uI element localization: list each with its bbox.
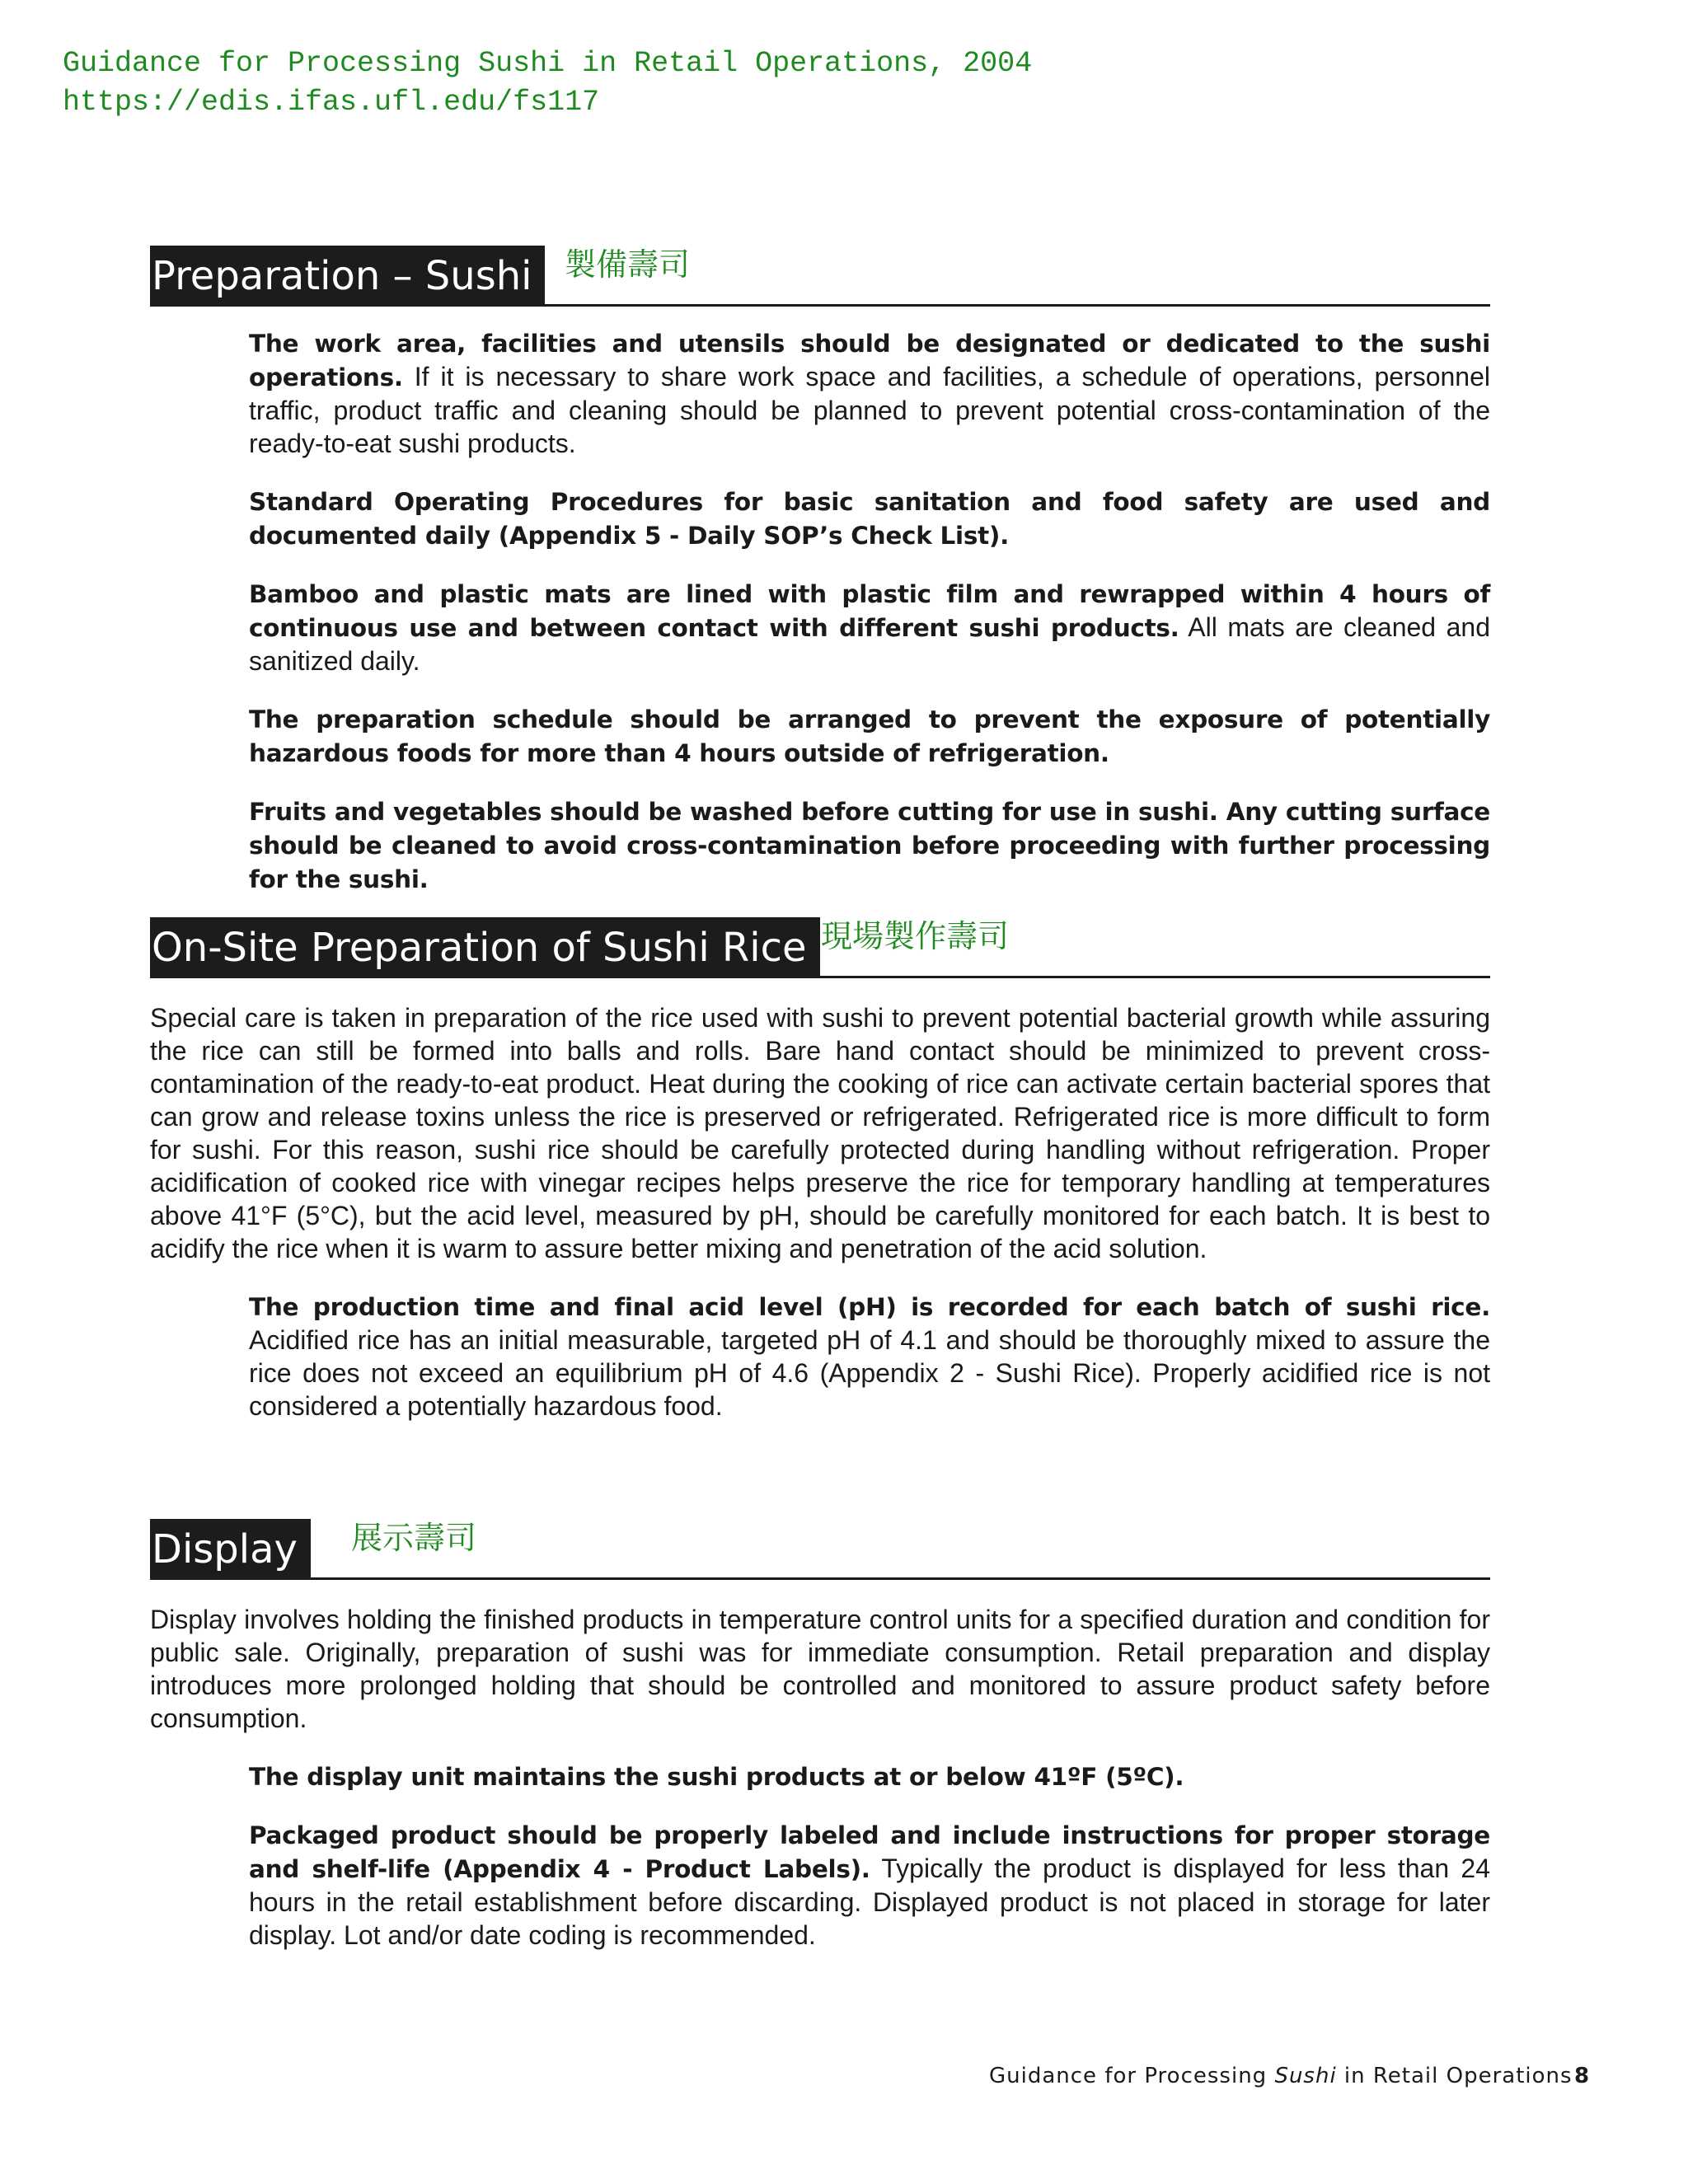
section-body <box>249 1290 1490 1422</box>
paragraph: Packaged product should be properly labeled and include instructions for proper storage and shelf-life (Appendix 4 - Product Labels). Typically the product is displayed for less than 24 hours in the retail establishment before discarding. Displayed product is not placed in storage for later display. Lot and/or date coding is recommended. <box>249 1821 1490 1950</box>
section-title: On-Site Preparation of Sushi Rice <box>150 917 820 978</box>
paragraph: The display unit maintains the sushi products at or below 41ºF (5ºC). <box>249 1763 1184 1791</box>
section-sushi-rice <box>150 917 1490 1422</box>
paragraph: The work area, facilities and utensils should be designated or dedicated to the sushi operations. If it is necessary to share work space and facilities, a schedule of operations, personnel traffic, product traffic and cleaning should be planned to prevent potential cross-contamination of the ready-to-eat sushi products. <box>249 330 1490 458</box>
paragraph: Standard Operating Procedures for basic sanitation and food safety are used and documented daily (Appendix 5 - Daily SOP’s Check List). <box>249 488 1490 550</box>
section-title: Preparation – Sushi <box>150 246 545 307</box>
section-body <box>249 1760 1490 1952</box>
source-url[interactable]: https://edis.ifas.ufl.edu/fs117 <box>63 86 600 119</box>
section-title-chinese: 展示壽司 <box>351 1520 477 1556</box>
section-body <box>249 326 1490 896</box>
intro-paragraph: Special care is taken in preparation of the rice used with sushi to prevent potential bacterial growth while assuring the rice can still be formed into balls and rolls. Bare hand contact should be minimized to prevent cross-contamination of the ready-to-eat product. Heat during the cooking of rice can activate certain bacterial spores that can grow and release toxins unless the rice is preserved or refrigerated. Refrigerated rice is more difficult to form for sushi. For this reason, sushi rice should be carefully protected during handling without refrigeration. Proper acidification of cooked rice with vinegar recipes helps preserve the rice for temporary handling at temperatures above 41°F (5°C), but the acid level, measured by pH, should be carefully monitored for each batch. It is best to acidify the rice when it is warm to assure better mixing and penetration of the acid solution. <box>150 1003 1490 1263</box>
section-display <box>150 1519 1490 1952</box>
section-header <box>150 246 1490 307</box>
intro-paragraph: Display involves holding the finished products in temperature control units for a specified duration and condition for public sale. Originally, preparation of sushi was for immediate consumption. Retail preparation and display introduces more prolonged holding that should be controlled and monitored to assure product safety before consumption. <box>150 1605 1490 1733</box>
section-header <box>150 917 1490 978</box>
paragraph: The production time and final acid level (pH) is recorded for each batch of sushi rice. Acidified rice has an initial measurable, targeted pH of 4.1 and should be thoroughly mixed to assure the rice does not exceed an equilibrium pH of 4.6 (Appendix 2 - Sushi Rice). Properly acidified rice is not considered a potentially hazardous food. <box>249 1293 1490 1421</box>
page-footer: Guidance for Processing Sushi in Retail Operations <box>989 2064 1573 2088</box>
section-title-chinese: 製備壽司 <box>565 246 691 283</box>
section-title-chinese: 現場製作壽司 <box>821 918 1010 954</box>
section-title: Display <box>150 1519 311 1580</box>
source-header <box>63 45 1032 122</box>
paragraph: Fruits and vegetables should be washed before cutting for use in sushi. Any cutting surface should be cleaned to avoid cross-contamination before proceeding with further processing for the sushi. <box>249 798 1490 893</box>
page-number: 8 <box>1574 2064 1590 2088</box>
section-preparation-sushi <box>150 246 1490 896</box>
source-title: Guidance for Processing Sushi in Retail Operations, 2004 <box>63 47 1033 80</box>
paragraph: Bamboo and plastic mats are lined with plastic film and rewrapped within 4 hours of continuous use and between contact with different sushi products. All mats are cleaned and sanitized daily. <box>249 580 1491 676</box>
section-header <box>150 1519 1490 1580</box>
paragraph: The preparation schedule should be arranged to prevent the exposure of potentially hazardous foods for more than 4 hours outside of refrigeration. <box>249 705 1490 767</box>
